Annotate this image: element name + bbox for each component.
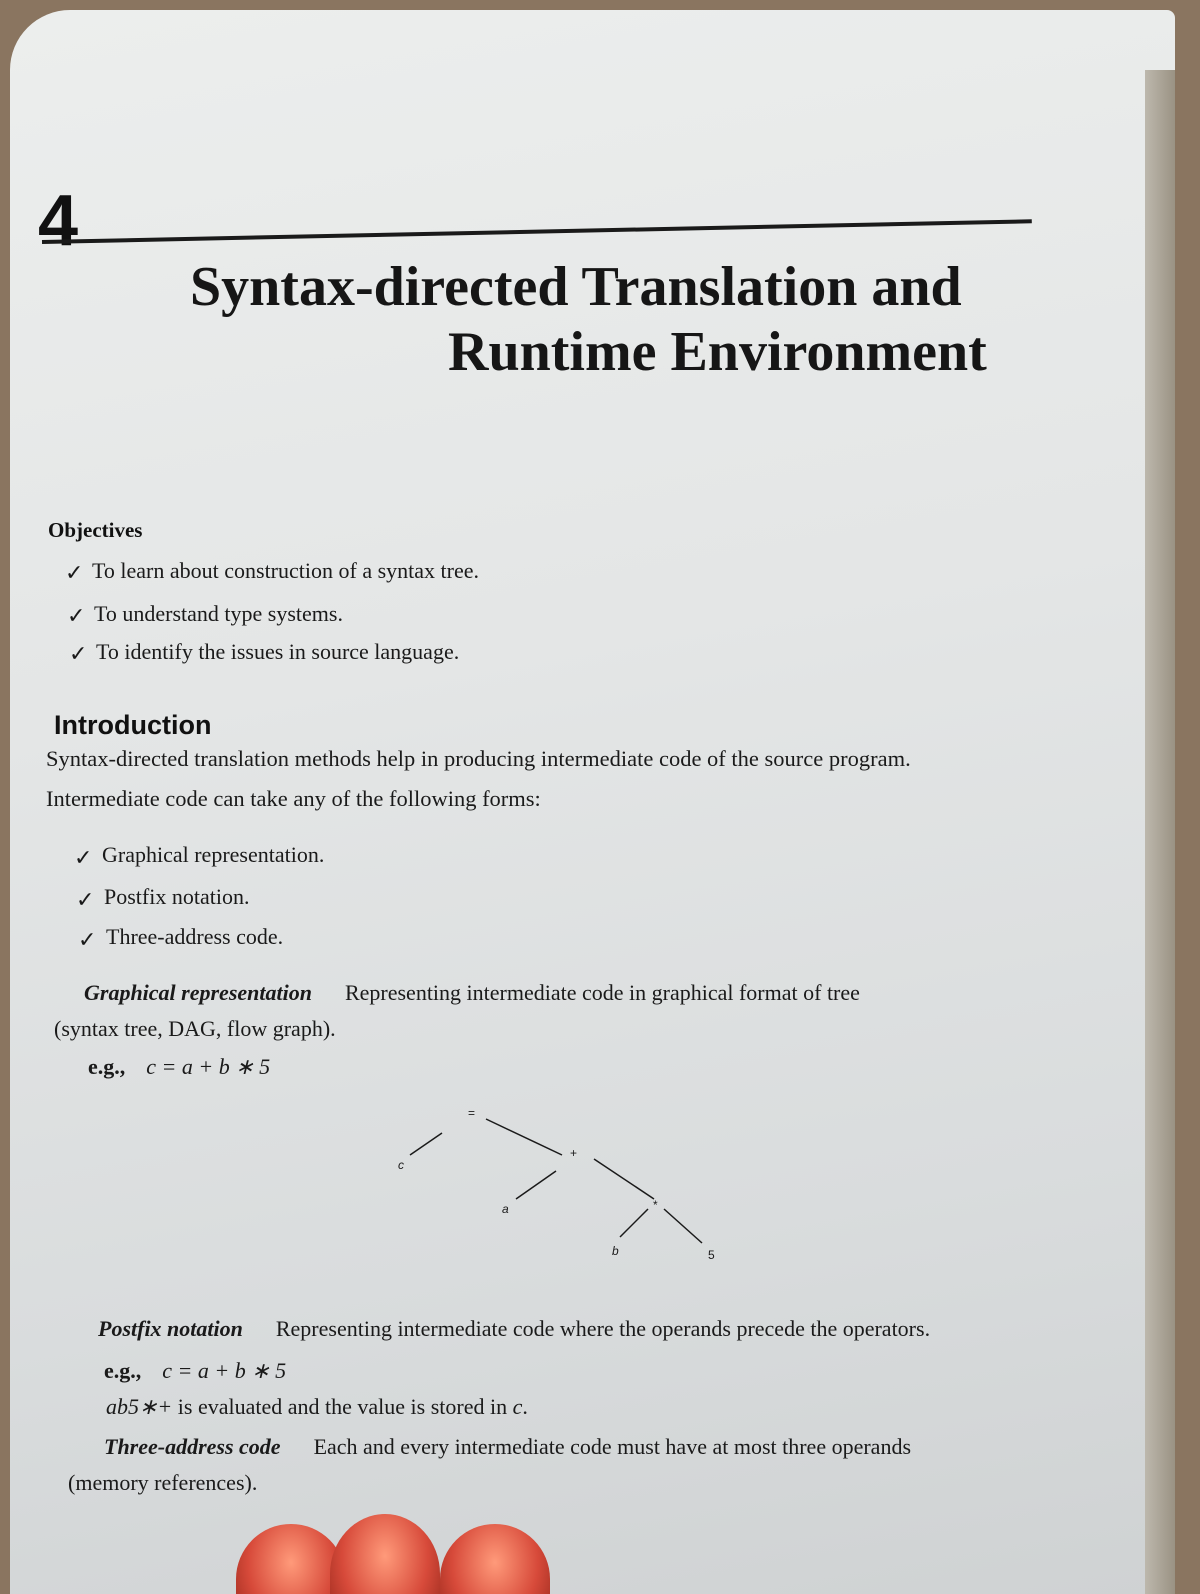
three-address-term: Three-address code bbox=[104, 1434, 281, 1459]
objective-item: To identify the issues in source language. bbox=[96, 639, 460, 664]
postfix-desc: Representing intermediate code where the operands precede the operators. bbox=[275, 1316, 931, 1341]
postfix-var: c bbox=[512, 1394, 523, 1419]
three-address-desc-line2: (memory references). bbox=[68, 1470, 258, 1495]
page-edge bbox=[1145, 70, 1175, 1594]
tree-node-a: a bbox=[502, 1202, 509, 1216]
graphical-desc-line1: Representing intermediate code in graphical format of tree bbox=[344, 980, 860, 1005]
postfix-rest: is evaluated and the value is stored in bbox=[172, 1394, 513, 1419]
tree-edge bbox=[620, 1209, 648, 1237]
intro-line2: Intermediate code can take any of the following forms: bbox=[46, 786, 541, 811]
form-item: Three-address code. bbox=[106, 924, 284, 949]
book-page bbox=[10, 10, 1175, 1594]
postfix-expr: ab5∗+ bbox=[106, 1394, 173, 1419]
tree-edge bbox=[594, 1159, 654, 1199]
check-icon: ✓ bbox=[78, 928, 97, 953]
introduction-heading: Introduction bbox=[54, 710, 212, 740]
three-address-desc-line1: Each and every intermediate code must have at most three operands bbox=[313, 1434, 912, 1459]
eg-label: e.g., bbox=[88, 1054, 126, 1079]
check-icon: ✓ bbox=[65, 561, 84, 586]
finger-photo-element bbox=[440, 1524, 550, 1594]
check-icon: ✓ bbox=[69, 642, 88, 667]
graphical-expression: c = a + b ∗ 5 bbox=[146, 1054, 271, 1079]
graphical-paragraph bbox=[84, 980, 860, 1006]
syntax-tree-diagram bbox=[380, 1095, 740, 1280]
postfix-paragraph bbox=[98, 1316, 930, 1342]
graphical-desc-line2: (syntax tree, DAG, flow graph). bbox=[54, 1016, 336, 1041]
title-rule bbox=[42, 219, 1032, 244]
finger-photo-element bbox=[330, 1514, 440, 1594]
chapter-number: 4 bbox=[38, 181, 79, 261]
three-address-paragraph bbox=[104, 1434, 911, 1460]
tree-node-b: b bbox=[612, 1244, 619, 1258]
tree-node-plus: + bbox=[570, 1146, 578, 1160]
postfix-expression: c = a + b ∗ 5 bbox=[162, 1358, 287, 1383]
intro-line1: Syntax-directed translation methods help in producing intermediate code of the source program. bbox=[46, 746, 911, 771]
check-icon: ✓ bbox=[76, 888, 95, 913]
objective-item: To understand type systems. bbox=[94, 601, 343, 626]
tree-node-root: = bbox=[468, 1106, 476, 1120]
check-icon: ✓ bbox=[67, 604, 86, 629]
tree-edge bbox=[486, 1119, 562, 1155]
tree-node-times: * bbox=[653, 1198, 658, 1212]
postfix-example bbox=[104, 1358, 286, 1384]
tree-edge bbox=[410, 1133, 442, 1155]
postfix-explanation bbox=[106, 1394, 528, 1420]
form-item: Postfix notation. bbox=[104, 884, 250, 909]
objective-item: To learn about construction of a syntax tree. bbox=[92, 558, 479, 583]
tree-node-c: c bbox=[398, 1158, 404, 1172]
form-item: Graphical representation. bbox=[102, 842, 325, 867]
graphical-example bbox=[88, 1054, 270, 1080]
tree-edge bbox=[516, 1171, 556, 1199]
postfix-term: Postfix notation bbox=[98, 1316, 243, 1341]
chapter-title-line1: Syntax-directed Translation and bbox=[190, 256, 962, 318]
postfix-end: . bbox=[522, 1394, 528, 1419]
check-icon: ✓ bbox=[74, 846, 93, 871]
eg-label: e.g., bbox=[104, 1358, 142, 1383]
chapter-title-line2: Runtime Environment bbox=[448, 321, 987, 383]
tree-node-five: 5 bbox=[708, 1248, 715, 1262]
objectives-heading: Objectives bbox=[48, 518, 143, 542]
tree-edge bbox=[664, 1209, 702, 1243]
graphical-term: Graphical representation bbox=[84, 980, 312, 1005]
